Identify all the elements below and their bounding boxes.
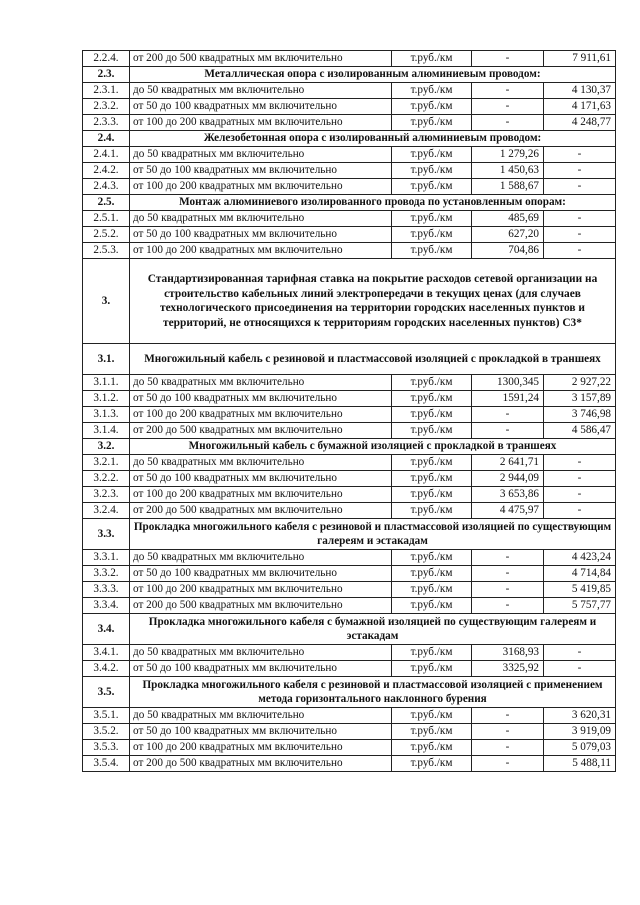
- row-value-2: 7 911,61: [544, 51, 616, 67]
- section-header-row: [83, 677, 616, 708]
- row-value-2: -: [544, 503, 616, 519]
- table-row: [83, 661, 616, 677]
- row-value-2: 4 586,47: [544, 423, 616, 439]
- row-value-2: -: [544, 147, 616, 163]
- row-number: 3.2.4.: [83, 503, 130, 519]
- row-unit: т.руб./км: [392, 179, 472, 195]
- row-description: от 50 до 100 квадратных мм включительно: [130, 661, 392, 677]
- row-value-2: -: [544, 243, 616, 259]
- table-row: [83, 550, 616, 566]
- row-value-1: -: [472, 51, 544, 67]
- row-value-1: 2 944,09: [472, 471, 544, 487]
- table-row: [83, 756, 616, 772]
- table-row: [83, 598, 616, 614]
- row-unit: т.руб./км: [392, 582, 472, 598]
- row-unit: т.руб./км: [392, 147, 472, 163]
- table-row: [83, 243, 616, 259]
- row-description: от 50 до 100 квадратных мм включительно: [130, 471, 392, 487]
- row-number: 3.2.3.: [83, 487, 130, 503]
- row-value-2: -: [544, 455, 616, 471]
- row-number: 3.3.3.: [83, 582, 130, 598]
- tariff-table-body: [83, 51, 616, 772]
- section-number: 3.1.: [83, 344, 130, 375]
- row-number: 3.5.4.: [83, 756, 130, 772]
- row-value-2: 5 488,11: [544, 756, 616, 772]
- row-description: от 100 до 200 квадратных мм включительно: [130, 115, 392, 131]
- row-description: от 50 до 100 квадратных мм включительно: [130, 566, 392, 582]
- row-value-2: -: [544, 179, 616, 195]
- row-unit: т.руб./км: [392, 550, 472, 566]
- table-row: [83, 423, 616, 439]
- section-title: Металлическая опора с изолированным алюминиевым проводом:: [130, 67, 616, 83]
- row-value-1: 3 653,86: [472, 487, 544, 503]
- row-description: от 200 до 500 квадратных мм включительно: [130, 756, 392, 772]
- section-header-row: [83, 67, 616, 83]
- row-number: 2.4.3.: [83, 179, 130, 195]
- section-number: 3.2.: [83, 439, 130, 455]
- table-row: [83, 375, 616, 391]
- section-title: Железобетонная опора с изолированный алюминиевым проводом:: [130, 131, 616, 147]
- row-value-2: -: [544, 645, 616, 661]
- row-value-2: 4 714,84: [544, 566, 616, 582]
- row-value-2: -: [544, 661, 616, 677]
- table-row: [83, 740, 616, 756]
- row-number: 3.5.1.: [83, 708, 130, 724]
- row-value-1: -: [472, 99, 544, 115]
- section-number: 2.5.: [83, 195, 130, 211]
- row-unit: т.руб./км: [392, 51, 472, 67]
- row-description: от 200 до 500 квадратных мм включительно: [130, 503, 392, 519]
- row-description: от 200 до 500 квадратных мм включительно: [130, 423, 392, 439]
- section-title: Прокладка многожильного кабеля с бумажной изоляцией по существующим галереям и эстакадам: [130, 614, 616, 645]
- row-number: 2.3.3.: [83, 115, 130, 131]
- section-number: 3.: [83, 259, 130, 344]
- section-number: 2.4.: [83, 131, 130, 147]
- row-description: до 50 квадратных мм включительно: [130, 375, 392, 391]
- table-row: [83, 645, 616, 661]
- row-unit: т.руб./км: [392, 227, 472, 243]
- row-value-2: -: [544, 163, 616, 179]
- row-unit: т.руб./км: [392, 471, 472, 487]
- row-description: до 50 квадратных мм включительно: [130, 147, 392, 163]
- table-row: [83, 708, 616, 724]
- table-row: [83, 51, 616, 67]
- row-description: от 50 до 100 квадратных мм включительно: [130, 99, 392, 115]
- row-value-2: -: [544, 227, 616, 243]
- row-unit: т.руб./км: [392, 661, 472, 677]
- row-value-1: 627,20: [472, 227, 544, 243]
- row-description: до 50 квадратных мм включительно: [130, 550, 392, 566]
- section-title: Многожильный кабель с резиновой и пластмассовой изоляцией с прокладкой в траншеях: [130, 344, 616, 375]
- row-description: от 50 до 100 квадратных мм включительно: [130, 163, 392, 179]
- row-value-1: -: [472, 740, 544, 756]
- section-title: Монтаж алюминиевого изолированного провода по установленным опорам:: [130, 195, 616, 211]
- row-value-1: -: [472, 566, 544, 582]
- row-number: 3.3.4.: [83, 598, 130, 614]
- row-number: 3.1.4.: [83, 423, 130, 439]
- row-description: до 50 квадратных мм включительно: [130, 83, 392, 99]
- row-description: от 100 до 200 квадратных мм включительно: [130, 582, 392, 598]
- row-unit: т.руб./км: [392, 423, 472, 439]
- row-description: от 100 до 200 квадратных мм включительно: [130, 243, 392, 259]
- row-value-2: 5 419,85: [544, 582, 616, 598]
- row-number: 3.1.3.: [83, 407, 130, 423]
- table-row: [83, 83, 616, 99]
- row-value-1: -: [472, 598, 544, 614]
- row-value-2: -: [544, 487, 616, 503]
- row-unit: т.руб./км: [392, 566, 472, 582]
- table-row: [83, 503, 616, 519]
- row-value-1: 485,69: [472, 211, 544, 227]
- row-unit: т.руб./км: [392, 163, 472, 179]
- row-value-2: 5 757,77: [544, 598, 616, 614]
- row-unit: т.руб./км: [392, 407, 472, 423]
- row-description: от 100 до 200 квадратных мм включительно: [130, 740, 392, 756]
- row-value-1: -: [472, 708, 544, 724]
- table-row: [83, 99, 616, 115]
- table-row: [83, 566, 616, 582]
- row-description: от 100 до 200 квадратных мм включительно: [130, 179, 392, 195]
- row-description: от 100 до 200 квадратных мм включительно: [130, 487, 392, 503]
- section-header-row: [83, 131, 616, 147]
- row-value-2: 3 919,09: [544, 724, 616, 740]
- row-number: 3.1.1.: [83, 375, 130, 391]
- table-row: [83, 455, 616, 471]
- row-value-1: 3168,93: [472, 645, 544, 661]
- row-number: 2.4.1.: [83, 147, 130, 163]
- row-description: от 50 до 100 квадратных мм включительно: [130, 227, 392, 243]
- row-number: 3.4.1.: [83, 645, 130, 661]
- row-description: до 50 квадратных мм включительно: [130, 645, 392, 661]
- row-unit: т.руб./км: [392, 243, 472, 259]
- row-number: 3.2.2.: [83, 471, 130, 487]
- row-number: 3.5.2.: [83, 724, 130, 740]
- table-row: [83, 582, 616, 598]
- tariff-table: [82, 50, 616, 772]
- row-value-1: -: [472, 756, 544, 772]
- row-unit: т.руб./км: [392, 708, 472, 724]
- row-unit: т.руб./км: [392, 455, 472, 471]
- row-value-2: 4 171,63: [544, 99, 616, 115]
- section-header-row: [83, 614, 616, 645]
- row-value-1: -: [472, 83, 544, 99]
- section-title: Стандартизированная тарифная ставка на покрытие расходов сетевой организации на строительство кабельных линий электропередачи в текущих ценах (для случаев технологического присоединения на территории городских населенных пунктов и территорий, не относящихся к территориям городских населенных пунктов) С3*: [130, 259, 616, 344]
- row-description: до 50 квадратных мм включительно: [130, 211, 392, 227]
- section-title: Прокладка многожильного кабеля с резиновой и пластмассовой изоляцией с применением метода горизонтального наклонного бурения: [130, 677, 616, 708]
- section-title: Прокладка многожильного кабеля с резиновой и пластмассовой изоляцией по существующим галереям и эстакадам: [130, 519, 616, 550]
- row-description: до 50 квадратных мм включительно: [130, 455, 392, 471]
- row-unit: т.руб./км: [392, 645, 472, 661]
- table-row: [83, 487, 616, 503]
- row-number: 3.3.1.: [83, 550, 130, 566]
- row-value-2: 3 157,89: [544, 391, 616, 407]
- tariff-table-page: [82, 50, 615, 772]
- row-value-2: 4 130,37: [544, 83, 616, 99]
- row-value-1: 1591,24: [472, 391, 544, 407]
- table-row: [83, 391, 616, 407]
- row-value-1: 3325,92: [472, 661, 544, 677]
- row-number: 2.5.2.: [83, 227, 130, 243]
- row-value-1: 4 475,97: [472, 503, 544, 519]
- row-value-2: 5 079,03: [544, 740, 616, 756]
- row-number: 2.3.1.: [83, 83, 130, 99]
- row-value-2: 3 620,31: [544, 708, 616, 724]
- section-header-row: [83, 519, 616, 550]
- row-value-2: 4 248,77: [544, 115, 616, 131]
- table-row: [83, 211, 616, 227]
- row-description: от 200 до 500 квадратных мм включительно: [130, 598, 392, 614]
- row-unit: т.руб./км: [392, 391, 472, 407]
- section-header-row: [83, 344, 616, 375]
- row-description: от 200 до 500 квадратных мм включительно: [130, 51, 392, 67]
- row-unit: т.руб./км: [392, 756, 472, 772]
- row-unit: т.руб./км: [392, 598, 472, 614]
- section-header-row: [83, 259, 616, 344]
- section-header-row: [83, 439, 616, 455]
- table-row: [83, 227, 616, 243]
- row-unit: т.руб./км: [392, 375, 472, 391]
- row-value-2: 4 423,24: [544, 550, 616, 566]
- row-number: 2.3.2.: [83, 99, 130, 115]
- table-row: [83, 407, 616, 423]
- row-number: 3.3.2.: [83, 566, 130, 582]
- row-unit: т.руб./км: [392, 211, 472, 227]
- row-value-1: 1 279,26: [472, 147, 544, 163]
- table-row: [83, 147, 616, 163]
- row-value-2: -: [544, 211, 616, 227]
- row-number: 2.4.2.: [83, 163, 130, 179]
- row-unit: т.руб./км: [392, 115, 472, 131]
- table-row: [83, 163, 616, 179]
- row-value-1: -: [472, 582, 544, 598]
- row-unit: т.руб./км: [392, 487, 472, 503]
- row-description: от 50 до 100 квадратных мм включительно: [130, 391, 392, 407]
- row-unit: т.руб./км: [392, 83, 472, 99]
- row-value-1: 1300,345: [472, 375, 544, 391]
- row-unit: т.руб./км: [392, 99, 472, 115]
- row-number: 2.2.4.: [83, 51, 130, 67]
- row-number: 2.5.3.: [83, 243, 130, 259]
- row-value-1: 1 450,63: [472, 163, 544, 179]
- row-value-1: 704,86: [472, 243, 544, 259]
- row-value-1: -: [472, 115, 544, 131]
- row-description: до 50 квадратных мм включительно: [130, 708, 392, 724]
- row-value-2: 3 746,98: [544, 407, 616, 423]
- section-number: 3.5.: [83, 677, 130, 708]
- row-number: 2.5.1.: [83, 211, 130, 227]
- row-number: 3.1.2.: [83, 391, 130, 407]
- row-value-1: -: [472, 550, 544, 566]
- row-value-1: 2 641,71: [472, 455, 544, 471]
- row-value-2: -: [544, 471, 616, 487]
- table-row: [83, 471, 616, 487]
- row-description: от 50 до 100 квадратных мм включительно: [130, 724, 392, 740]
- section-number: 2.3.: [83, 67, 130, 83]
- row-unit: т.руб./км: [392, 740, 472, 756]
- row-number: 3.2.1.: [83, 455, 130, 471]
- row-value-1: 1 588,67: [472, 179, 544, 195]
- row-description: от 100 до 200 квадратных мм включительно: [130, 407, 392, 423]
- section-number: 3.3.: [83, 519, 130, 550]
- row-number: 3.4.2.: [83, 661, 130, 677]
- section-title: Многожильный кабель с бумажной изоляцией с прокладкой в траншеях: [130, 439, 616, 455]
- table-row: [83, 179, 616, 195]
- row-unit: т.руб./км: [392, 724, 472, 740]
- row-unit: т.руб./км: [392, 503, 472, 519]
- section-header-row: [83, 195, 616, 211]
- row-value-1: -: [472, 724, 544, 740]
- row-value-1: -: [472, 407, 544, 423]
- row-value-2: 2 927,22: [544, 375, 616, 391]
- row-value-1: -: [472, 423, 544, 439]
- table-row: [83, 115, 616, 131]
- table-row: [83, 724, 616, 740]
- row-number: 3.5.3.: [83, 740, 130, 756]
- section-number: 3.4.: [83, 614, 130, 645]
